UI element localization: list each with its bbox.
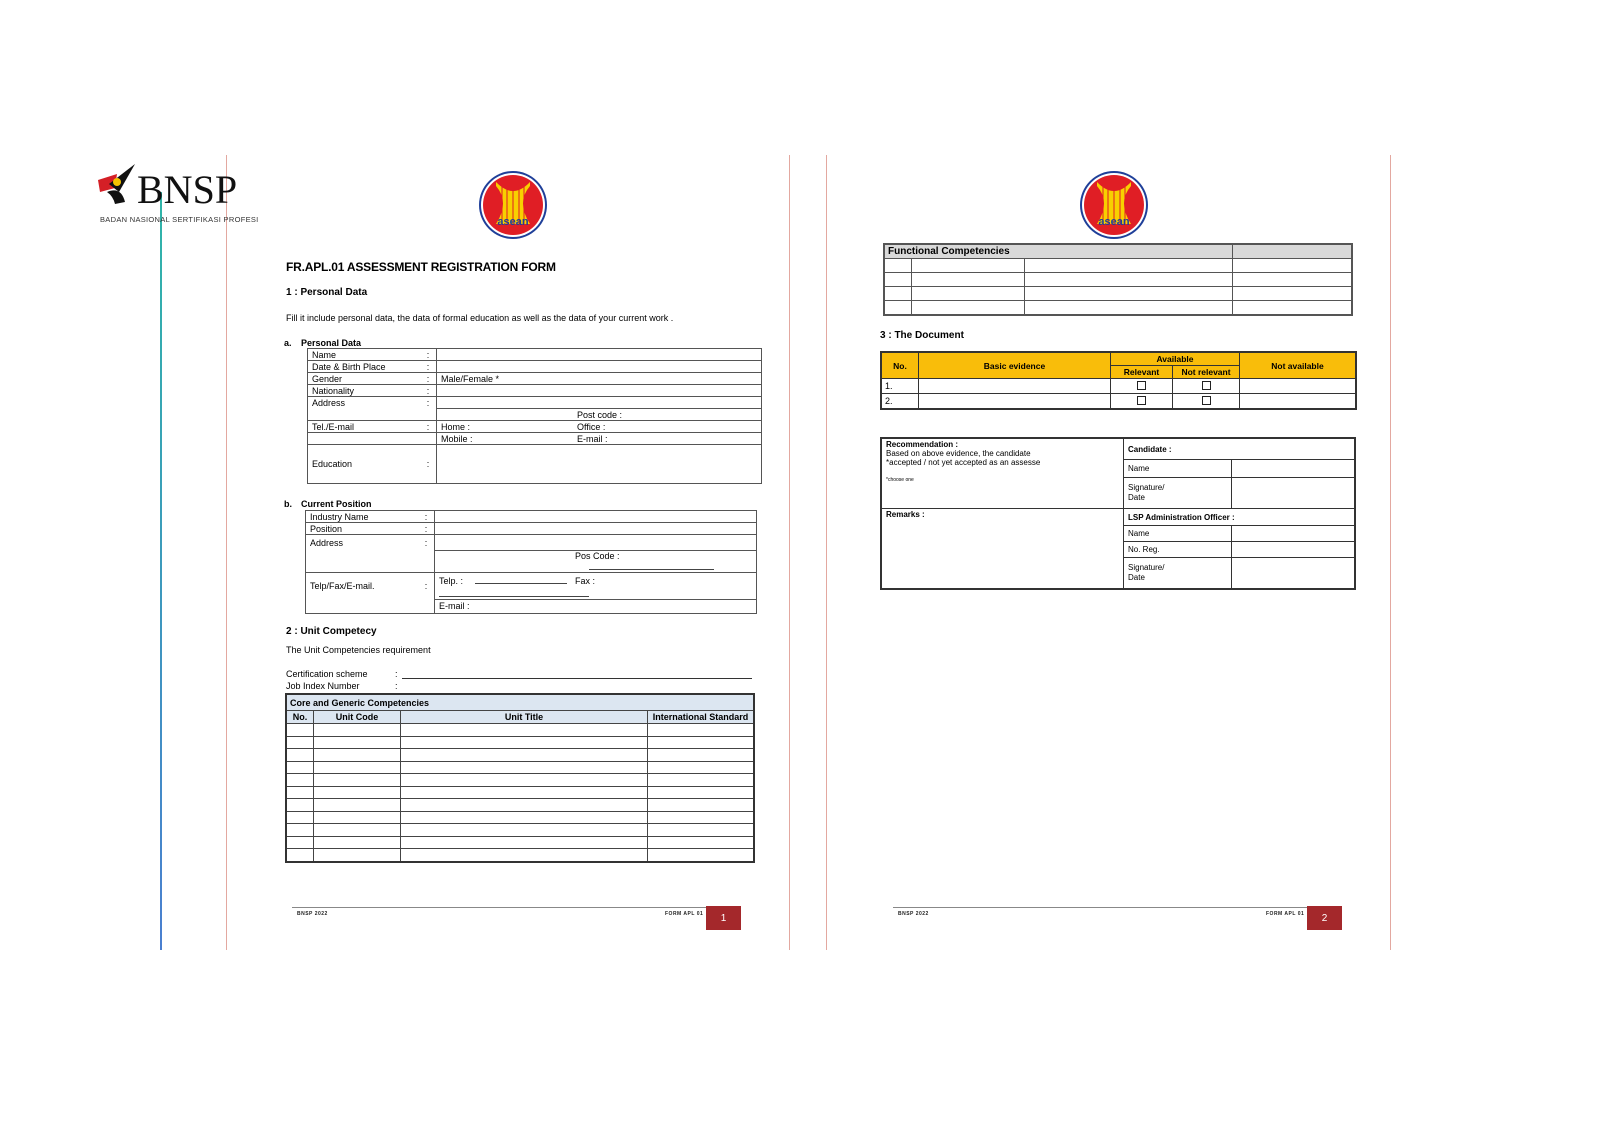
table-row bbox=[884, 273, 1352, 287]
table-row bbox=[884, 287, 1352, 301]
fax-field[interactable]: Fax : bbox=[575, 575, 596, 586]
label-job-index: Job Index Number bbox=[286, 681, 360, 691]
recommendation-label: Recommendation : bbox=[886, 440, 959, 449]
bnsp-logo-subtitle: BADAN NASIONAL SERTIFIKASI PROFESI bbox=[100, 215, 259, 224]
candidate-signature-label: Signature/ bbox=[1128, 483, 1165, 492]
recommendation-table bbox=[880, 437, 1356, 590]
footer-line bbox=[893, 907, 1339, 908]
current-position-table: Industry Name : Position : Address : Pos Code : Telp/Fax/E-mail. : Telp. : Fax : E-mail : bbox=[305, 510, 757, 614]
dob-field[interactable] bbox=[437, 361, 762, 373]
doc-col-relevant: Relevant bbox=[1111, 366, 1173, 379]
candidate-label: Candidate : bbox=[1124, 438, 1356, 460]
bnsp-logo-mark-icon bbox=[95, 162, 140, 212]
unit-requirement-text: The Unit Competencies requirement bbox=[286, 645, 431, 655]
label-education: Education bbox=[308, 445, 421, 484]
telp-field[interactable]: Telp. : bbox=[439, 575, 464, 586]
table-row bbox=[286, 799, 754, 812]
label-industry: Industry Name bbox=[306, 511, 419, 523]
asean-emblem-page2 bbox=[1079, 170, 1149, 245]
table-row bbox=[286, 849, 754, 862]
table-row bbox=[286, 786, 754, 799]
poscode-field[interactable]: Pos Code : bbox=[575, 550, 620, 561]
candidate-date-label: Date bbox=[1128, 493, 1145, 502]
row-number: 2. bbox=[881, 394, 919, 410]
label-position: Position bbox=[306, 523, 419, 535]
work-address-field[interactable] bbox=[435, 535, 757, 551]
officer-name-field[interactable] bbox=[1232, 526, 1356, 542]
table-row bbox=[286, 761, 754, 774]
col-unit-code: Unit Code bbox=[314, 711, 401, 724]
page1-left-margin bbox=[226, 155, 227, 950]
email-field[interactable]: E-mail : bbox=[577, 433, 608, 444]
bnsp-logo-text: BNSP bbox=[137, 167, 238, 212]
not-relevant-checkbox[interactable] bbox=[1202, 396, 1211, 405]
sub-b-marker: b. bbox=[284, 499, 292, 509]
recommendation-text-1: Based on above evidence, the candidate bbox=[886, 449, 1031, 458]
unit-competency-table bbox=[285, 693, 755, 863]
remarks-label: Remarks : bbox=[886, 510, 925, 519]
table-row bbox=[881, 379, 1356, 394]
table-row bbox=[881, 394, 1356, 410]
table-row bbox=[884, 301, 1352, 316]
not-relevant-checkbox[interactable] bbox=[1202, 381, 1211, 390]
label-address: Address bbox=[308, 397, 421, 409]
footer-line bbox=[292, 907, 738, 908]
label-dob: Date & Birth Place bbox=[308, 361, 421, 373]
gender-field[interactable]: Male/Female * bbox=[437, 373, 762, 385]
page2-left-margin bbox=[826, 155, 827, 950]
address-field[interactable] bbox=[437, 397, 762, 409]
label-telp-fax: Telp/Fax/E-mail. bbox=[306, 572, 419, 599]
choose-one-note: *choose one bbox=[886, 477, 914, 483]
col-unit-title: Unit Title bbox=[401, 711, 648, 724]
label-gender: Gender bbox=[308, 373, 421, 385]
position-field[interactable] bbox=[435, 523, 757, 535]
sub-a-title: Personal Data bbox=[301, 338, 362, 348]
work-email-field[interactable]: E-mail : bbox=[435, 599, 757, 614]
education-field[interactable] bbox=[437, 445, 762, 484]
page-number: 1 bbox=[706, 906, 741, 930]
doc-col-not-available: Not available bbox=[1240, 352, 1357, 379]
label-name: Name bbox=[308, 349, 421, 361]
table-row bbox=[286, 811, 754, 824]
candidate-name-label: Name bbox=[1124, 460, 1232, 478]
table-row bbox=[286, 824, 754, 837]
lsp-officer-label: LSP Administration Officer : bbox=[1124, 509, 1356, 526]
col-intl-standard: International Standard bbox=[648, 711, 755, 724]
name-field[interactable] bbox=[437, 349, 762, 361]
section-the-document: 3 : The Document bbox=[880, 330, 964, 341]
page2-right-margin bbox=[1390, 155, 1391, 950]
row-number: 1. bbox=[881, 379, 919, 394]
page-number: 2 bbox=[1307, 906, 1342, 930]
asean-label: asean bbox=[1098, 216, 1130, 228]
table-row bbox=[884, 259, 1352, 273]
table-row bbox=[286, 736, 754, 749]
sub-a-marker: a. bbox=[284, 338, 292, 348]
bnsp-logo bbox=[95, 162, 140, 217]
table-row bbox=[286, 749, 754, 762]
intro-text: Fill it include personal data, the data of formal education as well as the data of your current work . bbox=[286, 313, 674, 323]
industry-field[interactable] bbox=[435, 511, 757, 523]
doc-col-not-relevant: Not relevant bbox=[1173, 366, 1240, 379]
candidate-name-field[interactable] bbox=[1232, 460, 1356, 478]
recommendation-text-2[interactable]: *accepted / not yet accepted as an assesse bbox=[886, 458, 1041, 467]
form-title: FR.APL.01 ASSESSMENT REGISTRATION FORM bbox=[286, 260, 556, 274]
officer-signature-label: Signature/ bbox=[1128, 563, 1165, 572]
doc-col-available: Available bbox=[1111, 352, 1240, 366]
office-field[interactable]: Office : bbox=[577, 421, 606, 432]
home-field[interactable]: Home : bbox=[441, 421, 471, 432]
label-nationality: Nationality bbox=[308, 385, 421, 397]
officer-noreg-field[interactable] bbox=[1232, 542, 1356, 558]
doc-col-no: No. bbox=[881, 352, 919, 379]
nationality-field[interactable] bbox=[437, 385, 762, 397]
functional-competencies-table bbox=[883, 243, 1353, 316]
postcode-field[interactable]: Post code : bbox=[437, 409, 762, 421]
col-no: No. bbox=[286, 711, 314, 724]
functional-header: Functional Competencies bbox=[884, 244, 1233, 259]
footer-left: BNSP 2022 bbox=[297, 911, 328, 917]
table-row bbox=[286, 836, 754, 849]
asean-emblem-page1 bbox=[478, 170, 548, 245]
cert-scheme-field[interactable] bbox=[402, 678, 752, 679]
table-row bbox=[286, 774, 754, 787]
label-cert-scheme: Certification scheme bbox=[286, 669, 368, 679]
candidate-signature-field[interactable] bbox=[1232, 478, 1356, 509]
table-row bbox=[286, 724, 754, 737]
footer-right: FORM APL 01 bbox=[665, 911, 704, 917]
remarks-field[interactable] bbox=[881, 509, 1124, 590]
label-work-address: Address bbox=[306, 535, 419, 551]
officer-name-label: Name bbox=[1124, 526, 1232, 542]
relevant-checkbox[interactable] bbox=[1137, 381, 1146, 390]
page1-right-margin bbox=[789, 155, 790, 950]
asean-label: asean bbox=[497, 216, 529, 228]
doc-col-basic-evidence: Basic evidence bbox=[919, 352, 1111, 379]
sub-b-title: Current Position bbox=[301, 499, 372, 509]
label-tel: Tel./E-mail bbox=[308, 421, 421, 433]
footer-left: BNSP 2022 bbox=[898, 911, 929, 917]
officer-date-label: Date bbox=[1128, 573, 1145, 582]
section-unit-competency: 2 : Unit Competecy bbox=[286, 626, 377, 637]
officer-noreg-label: No. Reg. bbox=[1124, 542, 1232, 558]
section-personal-data: 1 : Personal Data bbox=[286, 287, 368, 298]
document-table bbox=[880, 351, 1357, 410]
relevant-checkbox[interactable] bbox=[1137, 396, 1146, 405]
personal-data-table: Name : Date & Birth Place : Gender : Male/Female * Nationality : Address : Post code : Tel./E-mail : Home : Office : Mobile : E-mail : Education : bbox=[307, 348, 762, 484]
core-generic-header: Core and Generic Competencies bbox=[286, 694, 754, 711]
mobile-field[interactable]: Mobile : bbox=[441, 433, 473, 444]
decorative-line bbox=[160, 192, 162, 950]
footer-right: FORM APL 01 bbox=[1266, 911, 1305, 917]
officer-signature-field[interactable] bbox=[1232, 558, 1356, 590]
